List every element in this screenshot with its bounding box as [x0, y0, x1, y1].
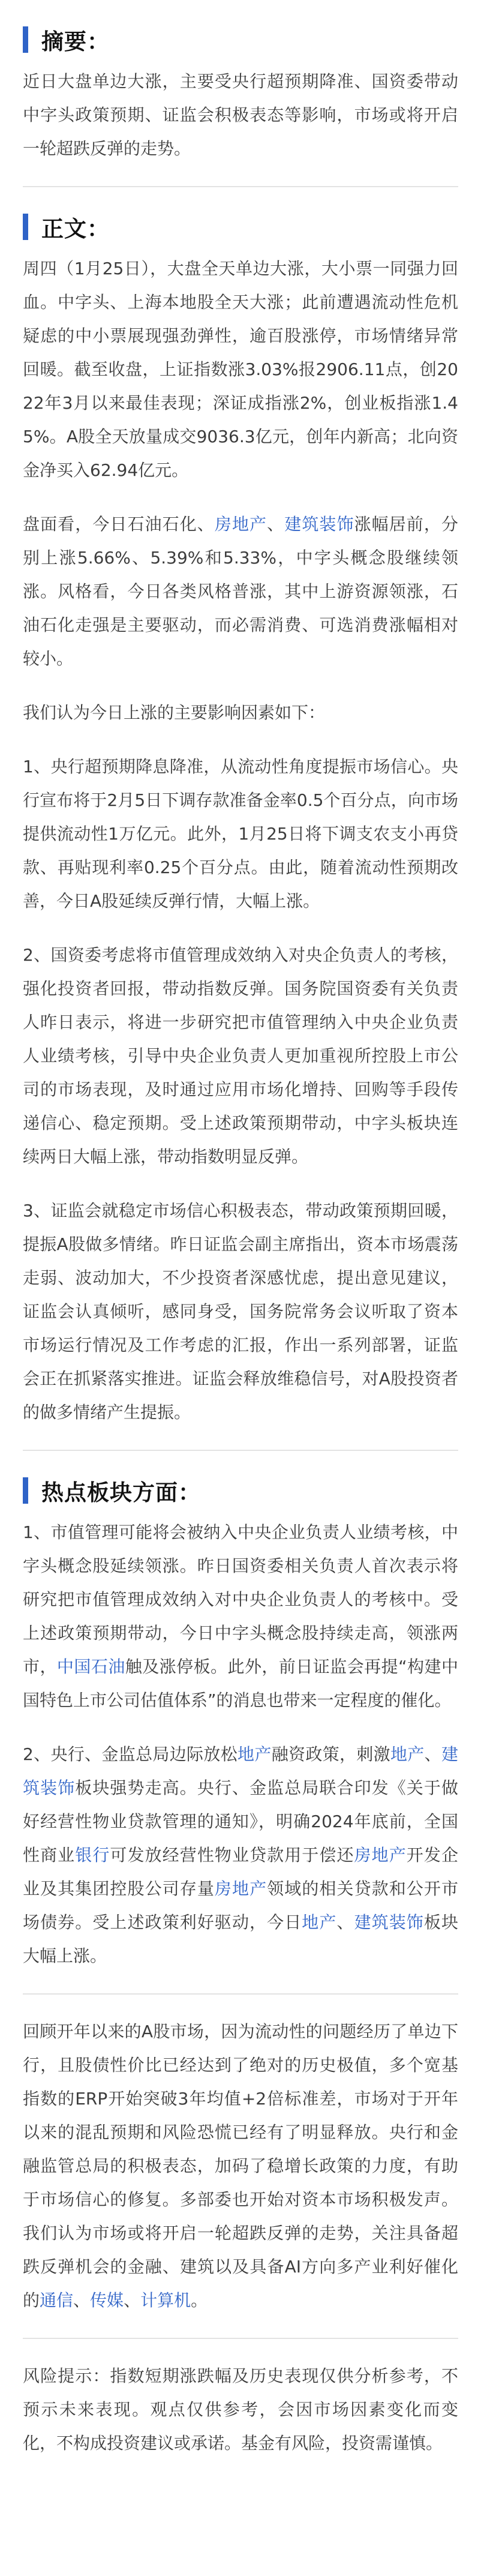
sector-link-telecom[interactable]: 通信 [40, 2290, 74, 2310]
sector-link-banking[interactable]: 银行 [75, 1845, 110, 1865]
text-span: 、 [267, 514, 285, 534]
text-span: 、 [336, 1912, 354, 1932]
section-accent-bar [23, 1477, 28, 1504]
text-span: 领域的相关贷款和公开市场债券。受上述政策利好驱动，今日 [23, 1879, 458, 1932]
section-accent-bar [23, 26, 28, 53]
body-paragraph-2 [23, 508, 458, 676]
sector-link-construction-decoration[interactable]: 建筑装饰 [284, 514, 354, 534]
body-paragraph-6: 3、证监会就稳定市场信心积极表态，带动政策预期回暖，提振A股做多情绪。昨日证监会副主席指出，资本市场震荡走弱、波动加大，不少投资者深感忧虑，提出意见建议，证监会认真倾听，感同身受，国务院常务会议听取了资本市场运行情况及工作考虑的汇报，作出一系列部署，证监会正在抓紧落实推进。证监会释放维稳信号，对A股投资者的做多情绪产生提振。 [23, 1201, 458, 1422]
body-paragraph-4: 1、央行超预期降息降准，从流动性角度提振市场信心。央行宣布将于2月5日下调存款准备金率0.5个百分点，向市场提供流动性1万亿元。此外，1月25日将下调支农支小再贷款、再贴现利率0.25个百分点。由此，随着流动性预期改善，今日A股延续反弹行情，大幅上涨。 [23, 757, 458, 911]
sector-link-real-estate[interactable]: 地产 [390, 1744, 425, 1764]
text-span: 、 [73, 2290, 91, 2310]
text-span: 。 [191, 2290, 208, 2310]
body-paragraph-1: 周四（1月25日），大盘全天单边大涨，大小票一同强力回血。中字头、上海本地股全天大涨；此前遭遇流动性危机疑虑的中小票展现强劲弹性，逾百股涨停，市场情绪异常回暖。截至收盘，上证指数涨3.03%报2906.11点，创2022年3月以来最佳表现；深证成指涨2%，创业板指涨1.45%。A股全天放量成交9036.3亿元，创年内新高；北向资金净买入62.94亿元。 [23, 259, 458, 480]
sector-link-real-estate[interactable]: 房地产 [214, 514, 267, 534]
text-span: 板块大幅上涨。 [23, 1912, 458, 1966]
divider [23, 2338, 458, 2339]
hot-sectors-header [23, 1471, 458, 1510]
sector-link-real-estate[interactable]: 地产 [238, 1744, 272, 1764]
body-header [23, 208, 458, 246]
sector-link-real-estate[interactable]: 房地产 [214, 1879, 267, 1899]
abstract-header [23, 20, 458, 59]
section-accent-bar [23, 214, 28, 240]
divider [23, 1993, 458, 1995]
abstract-text: 近日大盘单边大涨，主要受央行超预期降准、国资委带动中字头政策预期、证监会积极表态等影响，市场或将开启一轮超跌反弹的走势。 [23, 71, 458, 158]
text-span: 、 [424, 1744, 441, 1764]
sector-link-media[interactable]: 传媒 [90, 2290, 124, 2310]
text-span: 可发放经营性物业贷款用于偿还 [110, 1845, 354, 1865]
sector-link-computer[interactable]: 计算机 [140, 2290, 191, 2310]
text-span: 板块强势走高。央行、金监总局联合印发《关于做好经营性物业贷款管理的通知》，明确2024年底前，全国性商业 [23, 1778, 458, 1865]
outlook-paragraph [23, 2015, 458, 2317]
divider [23, 1450, 458, 1451]
risk-disclaimer: 风险提示：指数短期涨跌幅及历史表现仅供分析参考，不预示未来表现。观点仅供参考，会因市场因素变化而变化，不构成投资建议或承诺。基金有风险，投资需谨慎。 [23, 2366, 458, 2453]
sector-link-construction-decoration[interactable]: 建筑装饰 [23, 1744, 458, 1798]
body-title: 正文： [41, 216, 110, 242]
sector-link-real-estate[interactable]: 地产 [302, 1912, 337, 1932]
text-span: 盘面看，今日石油石化、 [23, 514, 215, 534]
text-span: 2、央行、金监总局边际放松 [23, 1744, 238, 1764]
divider [23, 186, 458, 187]
hot-paragraph-2 [23, 1738, 458, 1973]
text-span: 融资政策，刺激 [271, 1744, 390, 1764]
hot-sectors-title: 热点板块方面： [41, 1480, 201, 1506]
text-span: 、 [124, 2290, 141, 2310]
stock-link-petrochina[interactable]: 中国石油 [56, 1657, 125, 1677]
text-span: 开发企业及其集团控股公司存量 [23, 1845, 458, 1899]
text-span: 回顾开年以来的A股市场，因为流动性的问题经历了单边下行，且股债性价比已经达到了绝对的历史极值，多个宽基指数的ERP开始突破3年均值+2倍标准差，市场对于开年以来的混乱预期和风险恐慌已经有了明显释放。央行和金融监管总局的积极表态，加码了稳增长政策的力度，有助于市场信心的修复。多部委也开始对资本市场积极发声。我们认为市场或将开启一轮超跌反弹的走势，关注具备超跌反弹机会的金融、建筑以及具备AI方向多产业利好催化的 [23, 2022, 458, 2310]
hot-paragraph-1 [23, 1516, 458, 1717]
body-paragraph-5: 2、国资委考虑将市值管理成效纳入对央企负责人的考核，强化投资者回报，带动指数反弹。国务院国资委有关负责人昨日表示，将进一步研究把市值管理纳入中央企业负责人业绩考核，引导中央企业负责人更加重视所控股上市公司的市场表现，及时通过应用市场化增持、回购等手段传递信心、稳定预期。受上述政策预期带动，中字头板块连续两日大幅上涨，带动指数明显反弹。 [23, 945, 458, 1166]
text-span: 1、市值管理可能将会被纳入中央企业负责人业绩考核，中字头概念股延续领涨。昨日国资委相关负责人首次表示将研究把市值管理成效纳入对中央企业负责人的考核中。受上述政策预期带动，今日中字头概念股持续走高，领涨两市， [23, 1522, 458, 1677]
sector-link-real-estate[interactable]: 房地产 [354, 1845, 407, 1865]
body-paragraph-3: 我们认为今日上涨的主要影响因素如下： [23, 703, 326, 722]
abstract-title: 摘要： [41, 29, 110, 55]
text-span: 触及涨停板。此外，前日证监会再提“构建中国特色上市公司估值体系”的消息也带来一定程度的催化。 [23, 1657, 458, 1710]
text-span: 涨幅居前，分别上涨5.66%、5.39%和5.33%，中字头概念股继续领涨。风格看，今日各类风格普涨，其中上游资源领涨，石油石化走强是主要驱动，而必需消费、可选消费涨幅相对较小。 [23, 514, 458, 668]
sector-link-construction-decoration[interactable]: 建筑装饰 [354, 1912, 424, 1932]
